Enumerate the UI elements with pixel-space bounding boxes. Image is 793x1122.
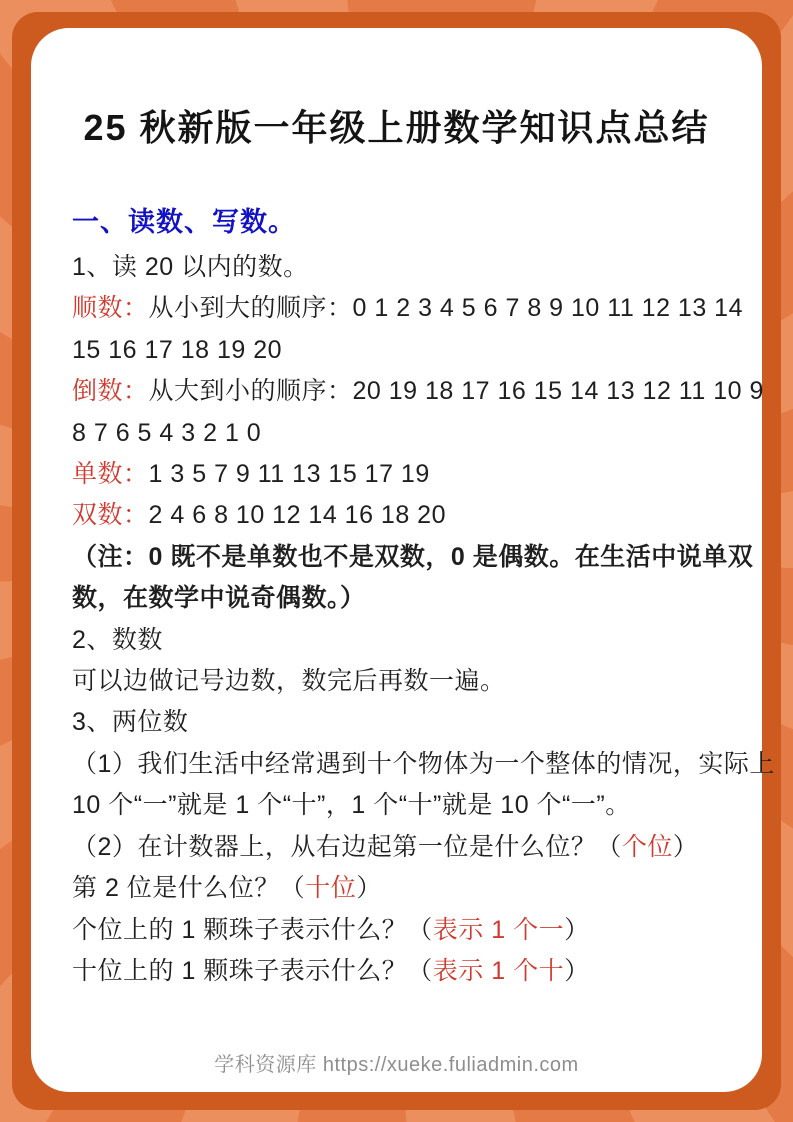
highlight-red-text: 顺数： — [72, 294, 149, 323]
content-lines — [31, 247, 775, 992]
body-text: 数，在数学中说奇偶数。） — [72, 584, 366, 613]
document-card — [31, 28, 775, 1092]
text-line — [72, 827, 724, 868]
text-line — [72, 951, 724, 992]
text-line — [72, 744, 775, 785]
body-text: ） — [564, 956, 590, 985]
body-text: ） — [356, 874, 382, 903]
body-text: （1）我们生活中经常遇到十个物体为一个整体的情况，实际上 — [72, 749, 775, 778]
highlight-red-text: 表示 1 个十 — [432, 956, 565, 985]
body-text: ） — [672, 832, 699, 861]
text-line — [72, 868, 724, 909]
text-line — [72, 578, 724, 619]
footer-watermark: 学科资源库 https://xueke.fuliadmin.com — [214, 1054, 579, 1076]
text-line — [72, 910, 724, 951]
text-line — [72, 454, 724, 495]
highlight-red-text: 个位 — [621, 832, 673, 861]
document-title: 25 秋新版一年级上册数学知识点总结 — [83, 107, 710, 148]
body-text: 1、读 20 以内的数。 — [72, 253, 309, 281]
orange-frame — [12, 12, 781, 1110]
body-text: 8 7 6 5 4 3 2 1 0 — [72, 418, 262, 447]
body-text: （2）在计数器上，从右边起第一位是什么位？（ — [72, 832, 622, 861]
body-text: 3、两位数 — [72, 708, 189, 737]
text-line — [72, 620, 724, 661]
text-line — [72, 247, 724, 288]
body-text: 从小到大的顺序：0 1 2 3 4 5 6 7 8 9 10 11 12 13 14 — [148, 294, 743, 323]
body-text: 个位上的 1 颗珠子表示什么？（ — [72, 915, 433, 944]
body-text: 2、数数 — [72, 625, 163, 654]
text-line — [72, 785, 724, 826]
highlight-red-text: 单数： — [72, 460, 149, 489]
body-text: 十位上的 1 颗珠子表示什么？（ — [72, 956, 433, 985]
text-line — [72, 537, 754, 578]
body-text: （注：0 既不是单数也不是双数，0 是偶数。在生活中说单双 — [72, 542, 754, 571]
text-line — [72, 288, 743, 329]
text-line — [72, 495, 724, 536]
text-line — [72, 371, 764, 412]
body-text: 2 4 6 8 10 12 14 16 18 20 — [148, 501, 446, 530]
body-text: 从大到小的顺序：20 19 18 17 16 15 14 13 12 11 10 9 — [148, 377, 764, 406]
body-text: 1 3 5 7 9 11 13 15 17 19 — [148, 460, 430, 489]
body-text: 可以边做记号边数，数完后再数一遍。 — [72, 667, 506, 696]
body-text: 第 2 位是什么位？（ — [72, 874, 306, 903]
text-line — [72, 661, 724, 702]
body-text: 15 16 17 18 19 20 — [72, 335, 283, 364]
highlight-red-text: 表示 1 个一 — [432, 915, 565, 944]
text-line — [72, 702, 724, 743]
text-line — [72, 330, 724, 371]
body-text: 10 个“一”就是 1 个“十”，1 个“十”就是 10 个“一”。 — [72, 791, 631, 820]
text-line — [72, 413, 724, 454]
highlight-red-text: 十位 — [305, 874, 357, 903]
body-text: ） — [564, 915, 590, 944]
highlight-red-text: 倒数： — [72, 377, 149, 406]
section-heading: 一、读数、写数。 — [72, 207, 296, 237]
highlight-red-text: 双数： — [72, 501, 149, 530]
